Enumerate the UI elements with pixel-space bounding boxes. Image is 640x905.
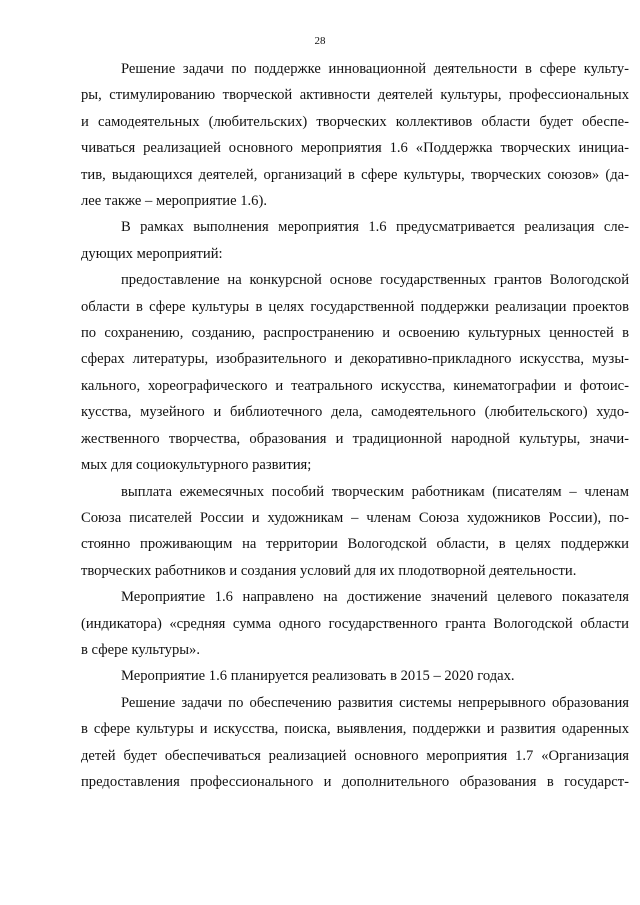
text-line: лее также – мероприятие 1.6). — [81, 193, 267, 210]
text-line: В рамках выполнения мероприятия 1.6 предусматривается реализация сле- — [121, 219, 629, 236]
text-line: чиваться реализацией основного мероприятия 1.6 «Поддержка творческих инициа- — [81, 140, 629, 157]
text-line: Союза писателей России и художникам – членам Союза художников России), по- — [81, 509, 629, 526]
text-line: Решение задачи по поддержке инновационной деятельности в сфере культу- — [121, 61, 629, 77]
paragraph-p5 — [81, 584, 629, 663]
text-line: тив, выдающихся деятелей, организаций в сфере культуры, творческих союзов» (да- — [81, 166, 629, 183]
text-line: кального, хореографического и театрального искусства, кинематографии и фотоис- — [81, 377, 629, 394]
document-body — [81, 56, 629, 795]
text-line: в сфере культуры». — [81, 641, 201, 658]
page-number: 28 — [314, 35, 326, 47]
paragraph-p3 — [81, 267, 629, 478]
text-line: ры, стимулированию творческой активности деятелей культуры, профессиональных — [81, 87, 629, 104]
text-line: сферах литературы, изобразительного и декоративно-прикладного искусства, музы- — [81, 351, 629, 368]
text-line: предоставление на конкурсной основе государственных грантов Вологодской — [121, 272, 629, 289]
text-line: предоставления профессионального и дополнительного образования в государст- — [81, 773, 629, 790]
text-line: кусства, музейного и библиотечного дела, самодеятельного (любительского) худо- — [81, 404, 629, 421]
text-line: стоянно проживающим на территории Вологодской области, в целях поддержки — [81, 536, 629, 553]
text-line: Мероприятие 1.6 планируется реализовать в 2015 – 2020 годах. — [121, 668, 515, 685]
paragraph-p2 — [81, 214, 629, 267]
text-line: и самодеятельных (любительских) творческих коллективов области будет обеспе- — [81, 113, 629, 130]
text-line: творческих работников и создания условий для их плодотворной деятельности. — [81, 562, 577, 579]
text-line: детей будет обеспечиваться реализацией основного мероприятия 1.7 «Организация — [81, 747, 629, 764]
paragraph-p6 — [81, 663, 629, 689]
text-line: по сохранению, созданию, распространению и освоению культурных ценностей в — [81, 325, 629, 342]
text-line: выплата ежемесячных пособий творческим работникам (писателям – членам — [121, 483, 629, 500]
text-line: в сфере культуры и искусства, поиска, выявления, поддержки и развития одаренных — [81, 721, 629, 738]
text-line: мых для социокультурного развития; — [81, 457, 312, 474]
text-line: (индикатора) «средняя сумма одного государственного гранта Вологодской области — [81, 615, 629, 632]
paragraph-p1 — [81, 56, 629, 214]
paragraph-p7 — [81, 690, 629, 796]
text-line: дующих мероприятий: — [81, 245, 223, 262]
paragraph-p4 — [81, 479, 629, 585]
text-line: Решение задачи по обеспечению развития системы непрерывного образования — [121, 694, 629, 711]
text-line: Мероприятие 1.6 направлено на достижение значений целевого показателя — [121, 589, 629, 606]
text-line: области в сфере культуры в целях государственной поддержки реализации проектов — [81, 298, 629, 315]
text-line: жественного творчества, образования и традиционной народной культуры, значи- — [81, 430, 629, 447]
